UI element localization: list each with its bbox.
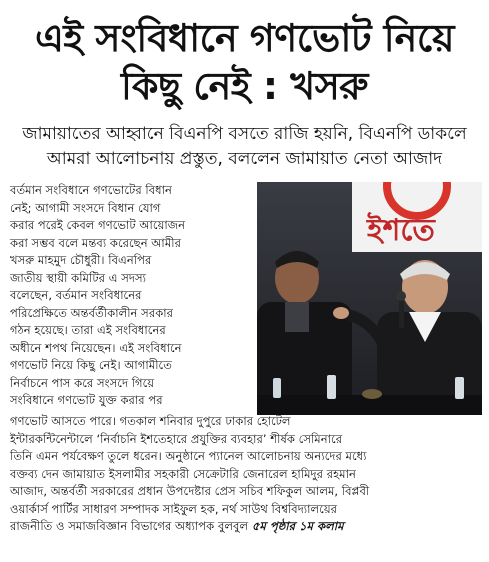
article-line: জাতীয় স্থায়ী কমিটির এ সদস্য [10,270,146,285]
article-line: গণভোট আসতে পারে। গতকাল শনিবার দুপুরে ঢাকার হোটেল [10,414,291,428]
article-line: ইন্টারকন্টিনেন্টালে ‘নির্বাচনি ইশতেহারে প্রযুক্তির ব্যবহার’ শীর্ষক সেমিনারে [10,431,343,446]
article-line: নেই; আগামী সংসদে বিধান যোগ [10,200,161,215]
article-line: পরিপ্রেক্ষিতে অন্তর্বর্তীকালীন সরকার [10,305,174,320]
article-line: বলেছেন, বর্তমান সংবিধানের [10,288,142,302]
article-body-full-width [10,413,480,536]
article-line: তিনি এমন পর্যবেক্ষণ তুলে ধরেন। অনুষ্ঠানে প্যানেল আলোচনায় অন্যদের মধ্যে [10,449,367,463]
article-body-column [10,182,250,410]
article-line: সংবিধানে গণভোট যুক্ত করার পর [10,393,163,407]
article-line: খসরু মাহমুদ চৌধুরী। বিএনপির [10,253,152,267]
subheadline [0,122,489,172]
subheadline-line-2: আমরা আলোচনায় প্রস্তুত, বললেন জামায়াত নেতা আজাদ [46,149,443,169]
headline-line-2: কিছু নেই : খসরু [121,64,368,108]
article-line: অধীনে শপথ নিয়েছেন। এই সংবিধানে [10,340,182,355]
article-line: করার পরেই কেবল গণভোট আয়োজন [10,218,186,232]
article-line: নির্বাচনে পাস করে সংসদে গিয়ে [10,375,155,390]
article-line: গঠন হয়েছে। তারা এই সংবিধানের [10,323,166,337]
article-line [10,518,480,536]
article-line: বক্তব্য দেন জামায়াত ইসলামীর সহকারী সেক্রেটারি জেনারেল হামিদুর রহমান [10,466,356,481]
news-photo-icon [257,182,482,415]
article-line: করা সম্ভব বলে মন্তব্য করেছেন আমীর [10,235,181,250]
article-line: গণভোট নিয়ে কিছু নেই। আগামীতে [10,358,172,372]
headline [0,14,489,110]
article-line: বর্তমান সংবিধানে গণভোটের বিধান [10,183,172,197]
backdrop-text: ইশতে [367,213,435,248]
subheadline-line-1: জামায়াতের আহ্বানে বিএনপি বসতে রাজি হয়নি, বিএনপি ডাকলে [22,124,467,144]
article-line-text: রাজনীতি ও সমাজবিজ্ঞান বিভাগের অধ্যাপক বুলবুল [10,519,249,533]
article-line: ওয়ার্কার্স পার্টির সাধারণ সম্পাদক সাইফুল হক, নর্থ সাউথ বিশ্ববিদ্যালয়ের [10,501,338,516]
continued-on-page-label: ৫ম পৃষ্ঠার ১ম কলাম [251,519,344,533]
headline-line-1: এই সংবিধানে গণভোট নিয়ে [34,16,454,60]
news-photo [257,182,482,415]
article-line: আজাদ, অন্তর্বর্তী সরকারের প্রধান উপদেষ্টার প্রেস সচিব শফিকুল আলম, বিপ্লবী [10,484,370,498]
